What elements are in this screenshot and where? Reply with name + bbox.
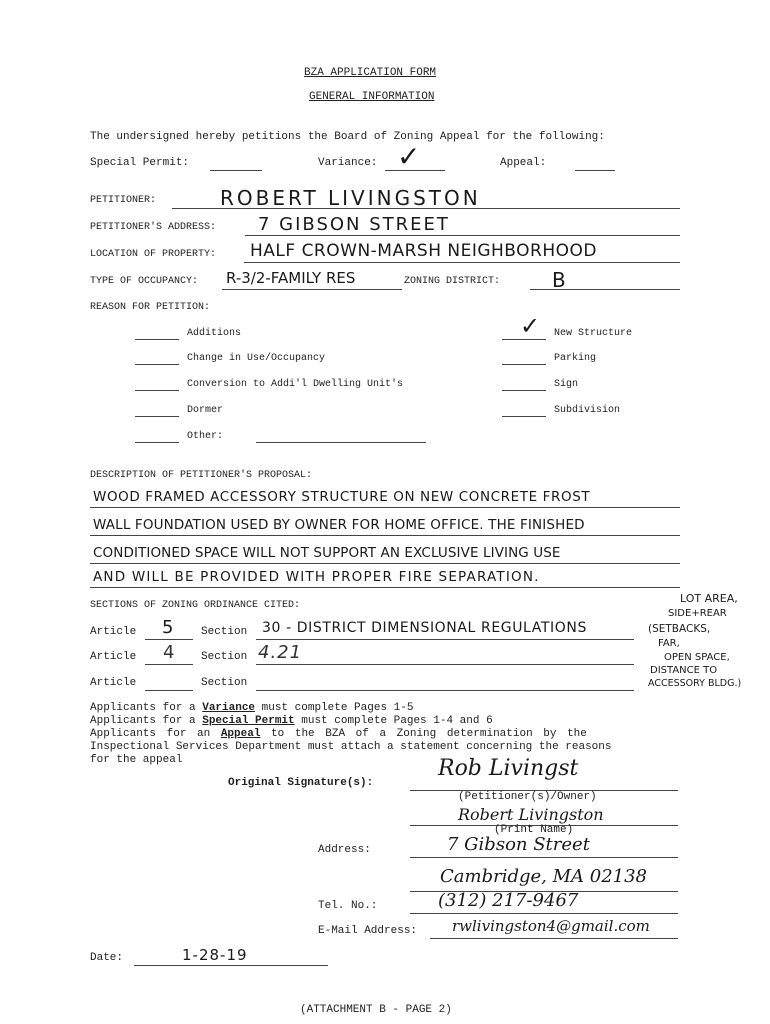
instruction-line-5: for the appeal: [90, 754, 183, 766]
article-value-2: 4: [163, 642, 176, 663]
note-line-2: SIDE+REAR: [668, 608, 727, 619]
reason-conversion-field[interactable]: [135, 390, 179, 391]
print-name-caption: (Print Name): [494, 824, 574, 836]
reason-label: REASON FOR PETITION:: [90, 302, 211, 313]
petitioner-address-label: PETITIONER'S ADDRESS:: [90, 222, 217, 233]
signature-label: Original Signature(s):: [228, 777, 374, 789]
zoning-value: B: [552, 268, 567, 292]
reason-sign: Sign: [554, 379, 579, 390]
address-line-1-field[interactable]: [410, 857, 678, 858]
reason-additions: Additions: [187, 328, 242, 339]
special-permit-field[interactable]: [210, 170, 262, 171]
article-field-2[interactable]: [145, 664, 193, 665]
petitioner-value: ROBERT LIVINGSTON: [220, 186, 481, 210]
reason-parking: Parking: [554, 353, 597, 364]
address-line-2: Cambridge, MA 02138: [440, 866, 648, 887]
tel-field[interactable]: [410, 913, 678, 914]
petitioner-label: PETITIONER:: [90, 195, 157, 206]
appeal-field[interactable]: [575, 170, 615, 171]
reason-change-use-field[interactable]: [135, 364, 179, 365]
tel-label: Tel. No.:: [318, 900, 378, 912]
email-field[interactable]: [430, 938, 678, 939]
page-footer: (ATTACHMENT B - PAGE 2): [300, 1004, 452, 1016]
reason-subdivision-field[interactable]: [502, 416, 546, 417]
signature-caption: (Petitioner(s)/Owner): [458, 791, 597, 803]
description-line-1[interactable]: [90, 507, 680, 508]
location-field[interactable]: [244, 262, 680, 263]
variance-label: Variance:: [318, 157, 378, 169]
section-label-2: Section: [201, 651, 248, 663]
description-text-1: WOOD FRAMED ACCESSORY STRUCTURE ON NEW CONCRETE FROST: [93, 489, 591, 505]
description-text-3: CONDITIONED SPACE WILL NOT SUPPORT AN EXCLUSIVE LIVING USE: [93, 545, 561, 561]
note-line-5: OPEN SPACE,: [664, 652, 730, 663]
petitioner-address-field[interactable]: [245, 235, 680, 236]
date-label: Date:: [90, 952, 124, 964]
section-field-2[interactable]: [256, 664, 634, 665]
reason-new-structure: New Structure: [554, 328, 633, 339]
occupancy-label: TYPE OF OCCUPANCY:: [90, 276, 199, 287]
reason-other: Other:: [187, 431, 224, 442]
sections-label: SECTIONS OF ZONING ORDINANCE CITED:: [90, 600, 301, 611]
description-label: DESCRIPTION OF PETITIONER'S PROPOSAL:: [90, 470, 313, 481]
reason-dormer: Dormer: [187, 405, 224, 416]
instruction-special-permit: Applicants for a Special Permit must complete Pages 1-4 and 6: [90, 715, 493, 727]
zoning-label: ZONING DISTRICT:: [404, 276, 501, 287]
reason-change-use: Change in Use/Occupancy: [187, 353, 326, 364]
date-field[interactable]: [134, 965, 328, 966]
tel-value: (312) 217-9467: [438, 890, 579, 911]
instruction-line-4: Inspectional Services Department must attach a statement concerning the reasons: [90, 741, 612, 753]
description-line-2[interactable]: [90, 535, 680, 536]
note-line-6: DISTANCE TO: [650, 665, 718, 676]
email-value: rwlivingston4@gmail.com: [452, 917, 650, 935]
description-text-2: WALL FOUNDATION USED BY OWNER FOR HOME OFFICE. THE FINISHED: [93, 517, 585, 533]
new-structure-checkmark: ✓: [520, 312, 542, 340]
occupancy-value: R-3/2-FAMILY RES: [226, 269, 356, 287]
special-permit-label: Special Permit:: [90, 157, 190, 169]
section-field-3[interactable]: [256, 690, 634, 691]
form-subtitle: GENERAL INFORMATION: [309, 91, 435, 103]
description-line-3[interactable]: [90, 563, 680, 564]
signature-value: Rob Livingst: [438, 756, 579, 781]
note-line-4: FAR,: [658, 638, 680, 649]
section-value-2: 4.21: [258, 642, 303, 663]
variance-checkmark: ✓: [397, 140, 422, 173]
email-label: E-Mail Address:: [318, 925, 418, 937]
reason-dormer-field[interactable]: [135, 416, 179, 417]
section-label-1: Section: [201, 626, 248, 638]
reason-other-field[interactable]: [135, 442, 179, 443]
article-label-3: Article: [90, 677, 137, 689]
article-field-1[interactable]: [145, 639, 193, 640]
reason-conversion: Conversion to Addi'l Dwelling Unit's: [187, 379, 404, 390]
note-line-7: ACCESSORY BLDG.): [648, 678, 742, 689]
article-label-1: Article: [90, 626, 137, 638]
appeal-label: Appeal:: [500, 157, 547, 169]
section-label-3: Section: [201, 677, 248, 689]
form-title: BZA APPLICATION FORM: [304, 67, 437, 79]
description-text-4: AND WILL BE PROVIDED WITH PROPER FIRE SEPARATION.: [93, 569, 540, 585]
section-value-1: 30 - DISTRICT DIMENSIONAL REGULATIONS: [262, 620, 587, 636]
reason-other-text-field[interactable]: [256, 442, 426, 443]
section-field-1[interactable]: [256, 639, 634, 640]
description-line-4[interactable]: [90, 587, 680, 588]
reason-additions-field[interactable]: [135, 339, 179, 340]
note-line-3: (SETBACKS,: [648, 623, 711, 635]
note-line-1: LOT AREA,: [680, 592, 738, 605]
article-label-2: Article: [90, 651, 137, 663]
instruction-appeal: Applicants for an Appeal to the BZA of a Zoning determination by the: [90, 728, 587, 740]
reason-sign-field[interactable]: [502, 390, 546, 391]
reason-subdivision: Subdivision: [554, 405, 621, 416]
location-value: HALF CROWN-MARSH NEIGHBORHOOD: [250, 241, 597, 261]
article-field-3[interactable]: [145, 690, 193, 691]
address-line-1: 7 Gibson Street: [447, 834, 590, 855]
address-label: Address:: [318, 844, 371, 856]
instruction-variance: Applicants for a Variance must complete Pages 1-5: [90, 702, 414, 714]
occupancy-field[interactable]: [222, 289, 402, 290]
print-name-value: Robert Livingston: [458, 805, 604, 824]
petitioner-address-value: 7 GIBSON STREET: [258, 214, 450, 235]
reason-parking-field[interactable]: [502, 364, 546, 365]
article-value-1: 5: [162, 617, 175, 638]
date-value: 1-28-19: [182, 946, 248, 964]
intro-text: The undersigned hereby petitions the Board of Zoning Appeal for the following:: [90, 131, 605, 143]
location-label: LOCATION OF PROPERTY:: [90, 249, 217, 260]
